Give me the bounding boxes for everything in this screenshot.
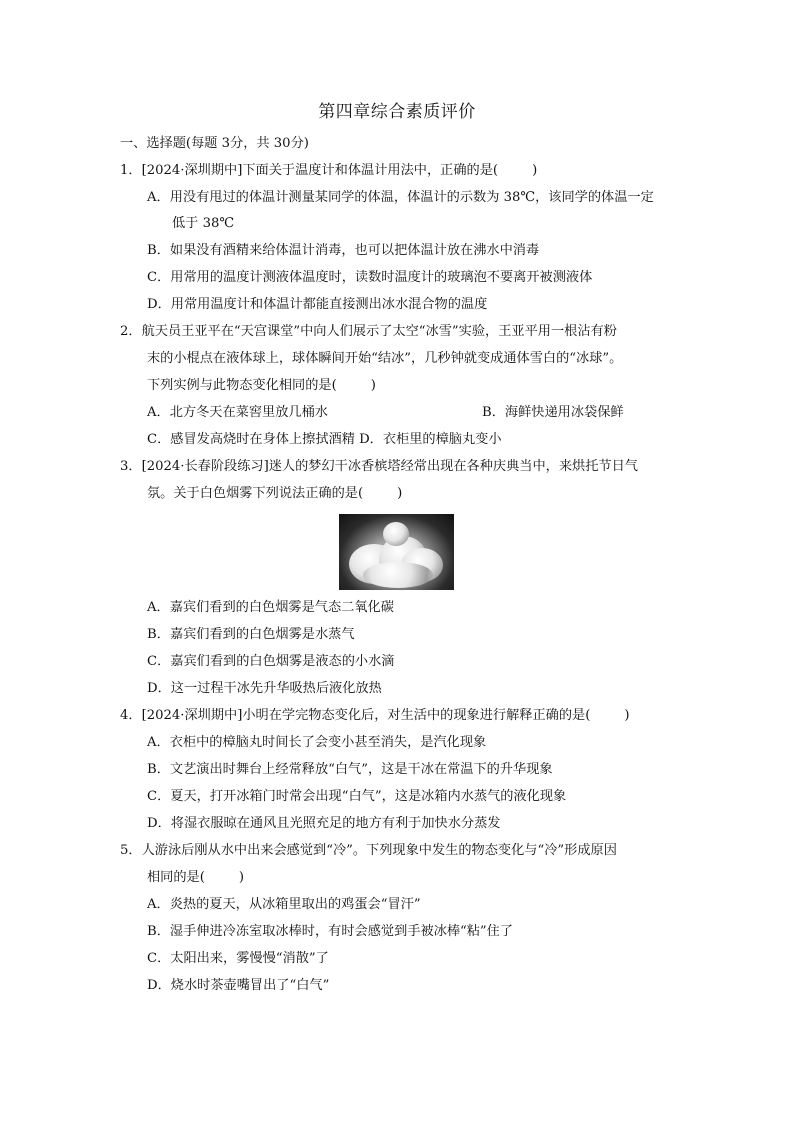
- question-5-option-c: C．太阳出来，雾慢慢“消散”了: [147, 951, 329, 966]
- question-5-option-b: B．湿手伸进冷冻室取冰棒时，有时会感觉到手被冰棒“粘”住了: [147, 924, 514, 939]
- question-1-option-c: C．用常用的温度计测液体温度时，读数时温度计的玻璃泡不要离开被测液体: [147, 270, 593, 285]
- page-title: 第四章综合素质评价: [318, 102, 476, 122]
- question-2-text: 下列实例与此物态变化相同的是(: [147, 378, 337, 393]
- question-2-stem-line2: 末的小棍点在液体球上，球体瞬间开始“结冰”，几秒钟就变成通体雪白的“冰球”。: [147, 351, 623, 366]
- section-heading: 一、选择题(每题 3分，共 30分): [120, 136, 309, 151]
- question-2-stem-line3: [147, 376, 376, 396]
- answer-paren-close: ): [238, 870, 245, 885]
- answer-paren-close: ): [624, 708, 630, 723]
- answer-paren-close: ): [397, 486, 403, 501]
- question-4-option-d: D．将湿衣服晾在通风且光照充足的地方有利于加快水分蒸发: [147, 816, 501, 831]
- question-5-option-d: D．烧水时茶壶嘴冒出了“白气”: [147, 978, 330, 993]
- question-5-option-a: A．炎热的夏天，从冰箱里取出的鸡蛋会“冒汗”: [147, 897, 421, 912]
- question-3-option-d: D．这一过程干冰先升华吸热后液化放热: [147, 681, 382, 696]
- question-4-option-b: B．文艺演出时舞台上经常释放“白气”，这是干冰在常温下的升华现象: [147, 762, 553, 777]
- question-3-stem: 3．[2024·长春阶段练习]迷人的梦幻干冰香槟塔经常出现在各种庆典当中，来烘托节日气: [120, 459, 638, 474]
- question-2-option-a: A．北方冬天在菜窖里放几桶水: [147, 405, 328, 420]
- question-2-option-c-d: C．感冒发高烧时在身体上擦拭酒精 D．衣柜里的樟脑丸变小: [147, 432, 502, 447]
- answer-paren-close: ): [370, 378, 376, 393]
- question-3-option-b: B．嘉宾们看到的白色烟雾是水蒸气: [147, 627, 355, 642]
- question-3-text: 氛。关于白色烟雾下列说法正确的是(: [147, 486, 364, 501]
- question-2-stem: 2．航天员王亚平在“天宫课堂”中向人们展示了太空“冰雪”实验，王亚平用一根沾有粉: [120, 324, 617, 339]
- question-1-option-d: D．用常用温度计和体温计都能直接测出冰水混合物的温度: [147, 297, 488, 312]
- question-1-stem: [120, 161, 537, 181]
- question-1-option-a-cont: 低于 38℃: [172, 216, 235, 231]
- question-3-option-c: C．嘉宾们看到的白色烟雾是液态的小水滴: [147, 654, 395, 669]
- question-5-stem: 5．人游泳后刚从水中出来会感觉到“冷”。下列现象中发生的物态变化与“冷”形成原因: [120, 843, 617, 858]
- question-3-option-a: A．嘉宾们看到的白色烟雾是气态二氧化碳: [147, 600, 394, 615]
- question-3-stem-line2: [147, 484, 402, 504]
- dry-ice-fog-photo: [339, 514, 454, 590]
- question-4-option-a: A．衣柜中的樟脑丸时间长了会变小甚至消失，是汽化现象: [147, 735, 487, 750]
- question-2-option-b: B．海鲜快递用冰袋保鲜: [482, 405, 624, 420]
- question-4-text: 4．[2024·深圳期中]小明在学完物态变化后，对生活中的现象进行解释正确的是(: [120, 708, 591, 723]
- answer-paren-close: ): [532, 163, 538, 178]
- question-5-stem-line2: [147, 868, 244, 888]
- question-5-text: 相同的是(: [147, 870, 205, 885]
- question-4-option-c: C．夏天，打开冰箱门时常会出现“白气”，这是冰箱内水蒸气的液化现象: [147, 789, 567, 804]
- question-1-option-b: B．如果没有酒精来给体温计消毒，也可以把体温计放在沸水中消毒: [147, 243, 540, 258]
- question-1-option-a: A．用没有甩过的体温计测量某同学的体温，体温计的示数为 38℃，该同学的体温一定: [147, 190, 654, 205]
- question-4-stem: [120, 706, 630, 726]
- question-1-text: 1．[2024·深圳期中]下面关于温度计和体温计用法中，正确的是(: [120, 163, 499, 178]
